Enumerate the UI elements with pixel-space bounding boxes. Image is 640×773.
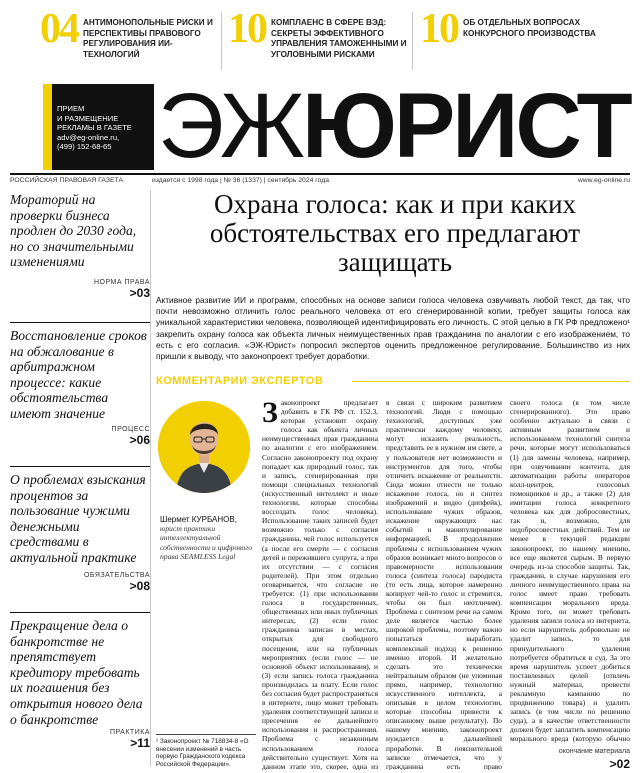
divider — [10, 466, 150, 467]
author-photo — [158, 401, 250, 493]
continuation-page[interactable]: >02 — [609, 757, 630, 771]
logo-bold-part: ЮРИСТ — [301, 75, 630, 177]
accent-bar — [43, 84, 52, 170]
teaser-page-number: 10 — [420, 6, 458, 52]
author-name: Шермет КУРБАНОВ, — [160, 515, 237, 524]
divider — [221, 12, 222, 70]
ad-email[interactable]: adv@eg-online.ru, — [57, 132, 120, 142]
ad-line: РЕКЛАМЫ В ГАЗЕТЕ — [57, 123, 132, 133]
sidebar-page: >03 — [129, 285, 150, 300]
column-text: своего голоса (в том числе сгенерированного). Это право особенно актуально в связи с активным развитием и использованием технологий синтеза речи, которые могут использоваться (1) для замены человека, например, при озвучивании контента, для автоматизации работы операторов колл-центров, голосовых помощников и др., а также (2) для имитации голоса конкретного человека как для добросовестных, так и, возможно, для недобросовестных действий. Тем не менее в текущей редакции законопроект, по нашему мнению, все еще является сырым. В первую очередь из-за способов защиты. Так, гражданин, в случае нарушения его личного неимущественного права на голос имеет право требовать компенсации морального вреда. Кроме того, он может требовать удаления записи голоса из интернета, но если нарушитель добровольно не удалит запись, то для принудительного удаления потребуется обратиться в суд. За это время нарушитель успеет добиться поставленных целей (отвлечь нужный материал, провести рекламную кампанию по продвижению товара) и удалить запись (в том числе по решению суда), а в качестве ответственности должен будет заплатить компенсацию морального вреда (которую обычно — [510, 398, 630, 744]
issue-line — [10, 173, 630, 185]
section-rule — [352, 381, 630, 382]
footnote: ¹ Законопроект № 718834-8 «О внесении изменений в часть первую Гражданского кодекса Российской Федерации». — [156, 734, 256, 768]
article-column-3 — [510, 398, 630, 744]
sidebar-item-3[interactable] — [10, 472, 150, 593]
article-lead: Активное развитие ИИ и программ, способных на основе записи голоса человека озвучивать любой текст, да так, что почти невозможно отличить голос реального человека от его сгенерированной копии, требует защиты голоса как уникальной характеристики человека, позволяющей идентифицировать его личность. С этой целью в ГК РФ предложено¹ закрепить охрану голоса как объекта личных неимущественных прав гражданина по аналогии с его изображением, то есть с его согласия. «ЭЖ-Юрист» попросил экспертов оценить предложенное регулирование. Большинство из них пришли к выводу, что законопроект требует доработки. — [156, 295, 630, 362]
sidebar-item-1[interactable] — [10, 192, 150, 300]
issue-info: издается с 1998 года | № 36 (1337) | сентябрь 2024 года — [152, 177, 329, 184]
sidebar-page: >08 — [129, 578, 150, 593]
sidebar-headline: Мораторий на проверки бизнеса продлен до 2030 года, но со значительными изменениями — [10, 192, 137, 270]
site-link[interactable]: www.eg-online.ru — [577, 177, 630, 184]
sidebar-rubric: ОБЯЗАТЕЛЬСТВА — [83, 571, 150, 579]
teaser-1[interactable] — [40, 6, 220, 74]
teaser-page-number: 04 — [40, 6, 78, 52]
divider — [10, 322, 150, 323]
teaser-page-number: 10 — [228, 6, 266, 52]
divider — [10, 612, 150, 613]
ad-line: И РАЗМЕЩЕНИЕ — [57, 113, 119, 123]
sidebar-headline: Восстановление сроков на обжалование в арбитражном процессе: какие обстоятельства имеют значение — [10, 328, 147, 421]
drop-cap: З — [262, 398, 278, 429]
continuation-note: окончание материала — [558, 748, 630, 755]
logo-light-part: ЭЖ — [158, 75, 302, 177]
sidebar-page: >11 — [130, 736, 150, 751]
divider — [412, 12, 413, 70]
section-header — [156, 375, 630, 387]
portrait-icon — [158, 401, 250, 493]
ad-phone: (499) 152-68-65 — [57, 142, 112, 152]
advertising-box — [43, 84, 154, 170]
column-text: в связи с широким развитием технологий. Люди с помощью технологий, доступных уже практически каждому человеку, могут исказить реальность, представить ее в нужном им свете, а у пользователя нет возможности и инструментов для того, чтобы отличить искажение от реальности. Сюда можно отнести не только искажение голоса, но и синтез изображений и видео (дипфейк), использование чужих образов, искажение окружающих нас событий и манипулирование информацией. В продолжение проблемы с использованием чужих образов возникает много вопросов о правомерности использования голоса (синтеза голоса) пародиста (то есть лица, которое намеренно копирует чей-то голос и стремится, чтобы он был неотличим). Проблема с синтезом речи на самом деле является частью более широкой проблемы, поэтому важно попытаться выработать комплексный подход к решению именно второй. И желательно сделать это технически нейтральным образом (не упоминая прямо, например, технологию искусственного интеллекта, а описывая в целом технологии, которые способны привести к описанному выше результату). По нашему мнению, законопроект нуждается в дальнейшей проработке. В пояснительной записке отмечается, что у гражданина есть право — [386, 398, 502, 770]
author-block — [160, 515, 258, 561]
teaser-text: ОБ ОТДЕЛЬНЫХ ВОПРОСАХ КОНКУРСНОГО ПРОИЗВОДСТВА — [463, 18, 596, 38]
sidebar-rubric: НОРМА ПРАВА — [93, 278, 150, 286]
sidebar-headline: О проблемах взыскания процентов за пользование чужими денежными средствами в актуальной практике — [10, 472, 146, 565]
teaser-2[interactable] — [228, 6, 418, 74]
author-role: юрист практики интеллектуальной собственности и цифрового права SEAMLESS Legal — [160, 524, 253, 561]
teaser-text: КОМПЛАЕНС В СФЕРЕ ВЭД: СЕКРЕТЫ ЭФФЕКТИВНОГО УПРАВЛЕНИЯ ТАМОЖЕННЫМИ И УГОЛОВНЫМИ РИСКАМИ — [271, 18, 407, 59]
newspaper-logo — [158, 75, 630, 177]
column-text: аконопроект предлагает добавить в ГК РФ ст. 152.3, которая установит охрану голоса как объекта личных неимущественных прав гражданина по аналогии с его изображением. Согласно законопроекту под охрану попадает как природный голос, так и запись, сгенерированная при помощи специальных технологий (искусственный интеллект и иные технологии, которые способны воссоздать голос человека). Использование таких записей будет возможно только с согласия гражданина, чей голос используется (а после его смерти — с согласия детей и пережившего супруга, а при их отсутствии — с согласия родителей). При этом отдельно оговаривается, что согласие не требуется: (1) при использовании голоса в государственных, общественных или иных публичных интересах, (2) если голос гражданина записан в местах, открытых для свободного посещения, или на публичных мероприятиях (если голос — не основной объект использования), и (3) если запись голоса гражданина производилась за плату. Если голос без согласия будет распространяться в интернете, лицо может требовать удаления соответствующей записи и пресечения ее дальнейшего использования и распространения. Проблема с незаконным использованием голоса действительно существует. Хотя на данном этапе это, скорее, одна из — [262, 398, 378, 770]
teaser-3[interactable] — [420, 6, 620, 74]
article-column-2 — [386, 398, 502, 770]
sidebar-page: >06 — [129, 432, 150, 447]
sidebar-rubric: ПРАКТИКА — [109, 729, 150, 737]
ad-line: ПРИЕМ — [57, 104, 85, 113]
column-divider — [150, 190, 151, 767]
sidebar-headline: Прекращение дела о банкротстве не препятствует кредитору требовать их погашения без открытия нового дела о банкротстве — [10, 618, 143, 727]
sidebar-item-4[interactable] — [10, 618, 150, 750]
paper-subtitle: РОССИЙСКАЯ ПРАВОВАЯ ГАЗЕТА — [10, 177, 123, 184]
sidebar-item-2[interactable] — [10, 328, 150, 447]
teaser-text: АНТИМОНОПОЛЬНЫЕ РИСКИ И ПЕРСПЕКТИВЫ ПРАВОВОГО РЕГУЛИРОВАНИЯ ИИ-ТЕХНОЛОГИЙ — [83, 18, 213, 59]
section-label: КОММЕНТАРИИ ЭКСПЕРТОВ — [156, 375, 324, 387]
article-title: Охрана голоса: как и при каких обстоятельствах его предлагают защищать — [209, 189, 581, 277]
article-column-1 — [262, 398, 378, 770]
sidebar-rubric: ПРОЦЕСС — [111, 425, 150, 433]
